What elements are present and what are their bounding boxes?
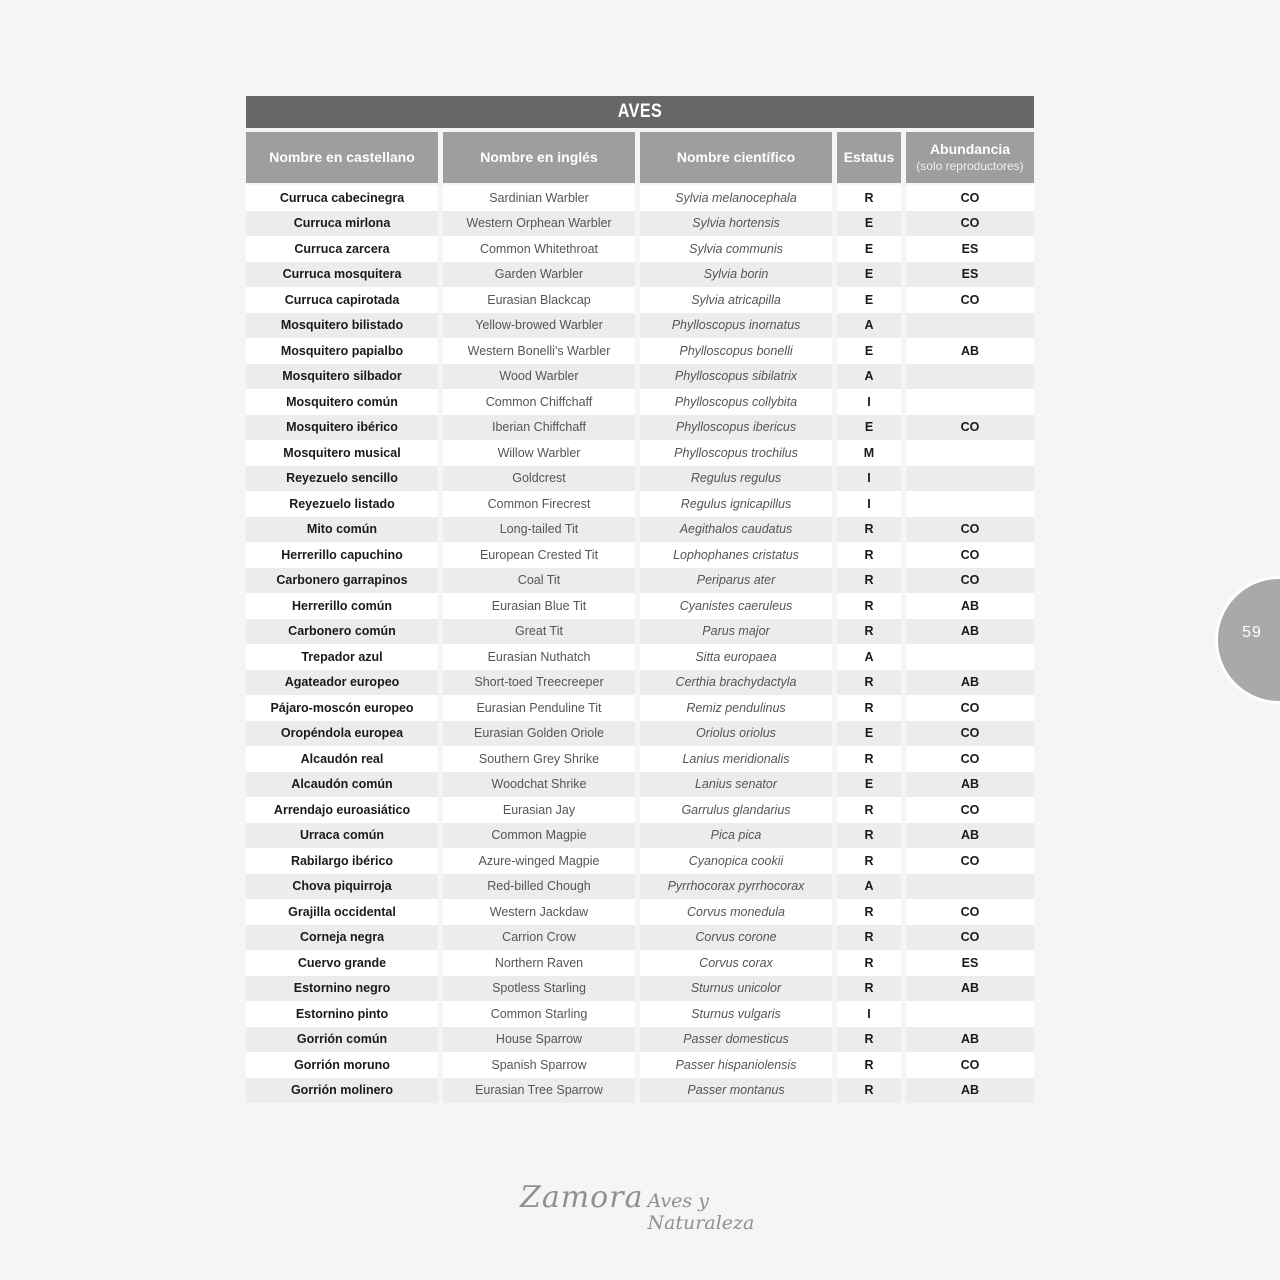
- cell-abundance: [906, 364, 1034, 390]
- cell-scientific-name: Oriolus oriolus: [640, 721, 832, 747]
- table-body: [246, 185, 1034, 1103]
- cell-scientific-name: Sturnus vulgaris: [640, 1001, 832, 1027]
- logo-main-text: Zamora: [520, 1180, 644, 1215]
- table-row: [246, 389, 1034, 415]
- cell-abundance: CO: [906, 695, 1034, 721]
- cell-abundance: [906, 491, 1034, 517]
- cell-english-name: Woodchat Shrike: [443, 772, 635, 798]
- cell-scientific-name: Corvus corax: [640, 950, 832, 976]
- table-row: [246, 466, 1034, 492]
- cell-abundance: AB: [906, 670, 1034, 696]
- table-title: AVES: [617, 101, 663, 122]
- cell-spanish-name: Mosquitero silbador: [246, 364, 438, 390]
- table-row: [246, 542, 1034, 568]
- cell-status: A: [837, 874, 901, 900]
- cell-scientific-name: Regulus ignicapillus: [640, 491, 832, 517]
- cell-scientific-name: Phylloscopus trochilus: [640, 440, 832, 466]
- table-row: [246, 874, 1034, 900]
- cell-spanish-name: Herrerillo común: [246, 593, 438, 619]
- cell-abundance: AB: [906, 619, 1034, 645]
- cell-scientific-name: Corvus monedula: [640, 899, 832, 925]
- cell-spanish-name: Mosquitero bilistado: [246, 313, 438, 339]
- table-row: [246, 695, 1034, 721]
- cell-scientific-name: Phylloscopus bonelli: [640, 338, 832, 364]
- header-abundance-label: Abundancia: [929, 140, 1011, 157]
- table-row: [246, 491, 1034, 517]
- cell-status: E: [837, 338, 901, 364]
- cell-english-name: Eurasian Nuthatch: [443, 644, 635, 670]
- table-row: [246, 925, 1034, 951]
- cell-spanish-name: Chova piquirroja: [246, 874, 438, 900]
- cell-spanish-name: Gorrión moruno: [246, 1052, 438, 1078]
- cell-english-name: Long-tailed Tit: [443, 517, 635, 543]
- cell-abundance: AB: [906, 1078, 1034, 1104]
- cell-abundance: [906, 1001, 1034, 1027]
- cell-spanish-name: Urraca común: [246, 823, 438, 849]
- cell-status: R: [837, 746, 901, 772]
- cell-scientific-name: Pica pica: [640, 823, 832, 849]
- table-row: [246, 721, 1034, 747]
- cell-english-name: House Sparrow: [443, 1027, 635, 1053]
- cell-scientific-name: Passer hispaniolensis: [640, 1052, 832, 1078]
- cell-status: A: [837, 644, 901, 670]
- cell-scientific-name: Phylloscopus sibilatrix: [640, 364, 832, 390]
- cell-status: I: [837, 1001, 901, 1027]
- cell-abundance: CO: [906, 542, 1034, 568]
- cell-abundance: CO: [906, 415, 1034, 441]
- cell-english-name: Western Orphean Warbler: [443, 211, 635, 237]
- cell-scientific-name: Sylvia melanocephala: [640, 185, 832, 211]
- cell-status: E: [837, 262, 901, 288]
- cell-english-name: Spanish Sparrow: [443, 1052, 635, 1078]
- table-row: [246, 568, 1034, 594]
- cell-status: R: [837, 976, 901, 1002]
- cell-scientific-name: Sylvia borin: [640, 262, 832, 288]
- logo-sub-text: Aves y Naturaleza: [647, 1190, 755, 1234]
- table-header: [246, 132, 1034, 183]
- header-status-label: Estatus: [843, 149, 895, 165]
- cell-status: E: [837, 287, 901, 313]
- table-row: [246, 619, 1034, 645]
- cell-spanish-name: Corneja negra: [246, 925, 438, 951]
- footer-logo: [520, 1180, 760, 1234]
- header-english-name-label: Nombre en inglés: [480, 149, 598, 165]
- cell-spanish-name: Estornino pinto: [246, 1001, 438, 1027]
- cell-spanish-name: Pájaro-moscón europeo: [246, 695, 438, 721]
- cell-english-name: Common Magpie: [443, 823, 635, 849]
- cell-scientific-name: Periparus ater: [640, 568, 832, 594]
- cell-scientific-name: Sylvia atricapilla: [640, 287, 832, 313]
- cell-english-name: Western Bonelli's Warbler: [443, 338, 635, 364]
- cell-english-name: Great Tit: [443, 619, 635, 645]
- cell-scientific-name: Lophophanes cristatus: [640, 542, 832, 568]
- cell-scientific-name: Corvus corone: [640, 925, 832, 951]
- cell-abundance: CO: [906, 721, 1034, 747]
- cell-spanish-name: Curruca mirlona: [246, 211, 438, 237]
- cell-scientific-name: Phylloscopus inornatus: [640, 313, 832, 339]
- cell-english-name: Common Whitethroat: [443, 236, 635, 262]
- cell-status: E: [837, 415, 901, 441]
- cell-abundance: AB: [906, 772, 1034, 798]
- cell-abundance: CO: [906, 185, 1034, 211]
- table-title-bar: [246, 96, 1034, 128]
- cell-spanish-name: Estornino negro: [246, 976, 438, 1002]
- cell-status: R: [837, 1027, 901, 1053]
- cell-scientific-name: Parus major: [640, 619, 832, 645]
- cell-scientific-name: Certhia brachydactyla: [640, 670, 832, 696]
- cell-scientific-name: Lanius senator: [640, 772, 832, 798]
- cell-english-name: Carrion Crow: [443, 925, 635, 951]
- cell-spanish-name: Mosquitero común: [246, 389, 438, 415]
- header-scientific-name-label: Nombre científico: [676, 149, 796, 165]
- cell-english-name: Northern Raven: [443, 950, 635, 976]
- cell-status: E: [837, 721, 901, 747]
- table-row: [246, 262, 1034, 288]
- cell-status: R: [837, 542, 901, 568]
- cell-spanish-name: Curruca cabecinegra: [246, 185, 438, 211]
- cell-spanish-name: Carbonero común: [246, 619, 438, 645]
- cell-spanish-name: Alcaudón real: [246, 746, 438, 772]
- cell-spanish-name: Trepador azul: [246, 644, 438, 670]
- cell-spanish-name: Agateador europeo: [246, 670, 438, 696]
- cell-status: E: [837, 236, 901, 262]
- cell-spanish-name: Reyezuelo listado: [246, 491, 438, 517]
- cell-status: I: [837, 491, 901, 517]
- cell-abundance: AB: [906, 593, 1034, 619]
- cell-abundance: CO: [906, 211, 1034, 237]
- cell-english-name: Iberian Chiffchaff: [443, 415, 635, 441]
- table-row: [246, 772, 1034, 798]
- cell-english-name: Azure-winged Magpie: [443, 848, 635, 874]
- cell-english-name: Wood Warbler: [443, 364, 635, 390]
- cell-spanish-name: Herrerillo capuchino: [246, 542, 438, 568]
- cell-english-name: Eurasian Tree Sparrow: [443, 1078, 635, 1104]
- cell-english-name: Western Jackdaw: [443, 899, 635, 925]
- cell-english-name: Eurasian Jay: [443, 797, 635, 823]
- table-row: [246, 313, 1034, 339]
- cell-spanish-name: Carbonero garrapinos: [246, 568, 438, 594]
- cell-spanish-name: Grajilla occidental: [246, 899, 438, 925]
- table-row: [246, 440, 1034, 466]
- cell-scientific-name: Phylloscopus ibericus: [640, 415, 832, 441]
- cell-abundance: AB: [906, 1027, 1034, 1053]
- cell-spanish-name: Mito común: [246, 517, 438, 543]
- cell-abundance: CO: [906, 287, 1034, 313]
- table-row: [246, 976, 1034, 1002]
- cell-english-name: Common Chiffchaff: [443, 389, 635, 415]
- cell-english-name: Eurasian Blue Tit: [443, 593, 635, 619]
- cell-spanish-name: Arrendajo euroasiático: [246, 797, 438, 823]
- cell-spanish-name: Curruca mosquitera: [246, 262, 438, 288]
- cell-spanish-name: Mosquitero ibérico: [246, 415, 438, 441]
- cell-abundance: [906, 389, 1034, 415]
- cell-status: R: [837, 593, 901, 619]
- cell-status: R: [837, 185, 901, 211]
- cell-scientific-name: Sylvia hortensis: [640, 211, 832, 237]
- table-row: [246, 415, 1034, 441]
- cell-english-name: Eurasian Penduline Tit: [443, 695, 635, 721]
- cell-scientific-name: Garrulus glandarius: [640, 797, 832, 823]
- cell-abundance: AB: [906, 338, 1034, 364]
- cell-status: R: [837, 1052, 901, 1078]
- page-number: 59: [1242, 624, 1262, 641]
- cell-abundance: ES: [906, 262, 1034, 288]
- cell-abundance: [906, 874, 1034, 900]
- table-row: [246, 338, 1034, 364]
- cell-abundance: [906, 466, 1034, 492]
- cell-scientific-name: Regulus regulus: [640, 466, 832, 492]
- header-spanish-name-label: Nombre en castellano: [269, 149, 415, 165]
- cell-english-name: European Crested Tit: [443, 542, 635, 568]
- cell-abundance: CO: [906, 797, 1034, 823]
- cell-abundance: [906, 440, 1034, 466]
- table-row: [246, 1078, 1034, 1104]
- cell-english-name: Coal Tit: [443, 568, 635, 594]
- cell-status: R: [837, 925, 901, 951]
- cell-abundance: CO: [906, 746, 1034, 772]
- cell-spanish-name: Mosquitero papialbo: [246, 338, 438, 364]
- cell-status: I: [837, 466, 901, 492]
- cell-english-name: Willow Warbler: [443, 440, 635, 466]
- cell-abundance: CO: [906, 848, 1034, 874]
- cell-scientific-name: Aegithalos caudatus: [640, 517, 832, 543]
- header-abundance: [906, 132, 1034, 183]
- cell-spanish-name: Oropéndola europea: [246, 721, 438, 747]
- header-spanish-name: [246, 132, 438, 183]
- cell-english-name: Eurasian Blackcap: [443, 287, 635, 313]
- cell-scientific-name: Lanius meridionalis: [640, 746, 832, 772]
- cell-status: R: [837, 695, 901, 721]
- cell-status: E: [837, 211, 901, 237]
- cell-spanish-name: Mosquitero musical: [246, 440, 438, 466]
- cell-english-name: Common Firecrest: [443, 491, 635, 517]
- cell-abundance: CO: [906, 1052, 1034, 1078]
- cell-status: R: [837, 848, 901, 874]
- cell-spanish-name: Gorrión común: [246, 1027, 438, 1053]
- cell-status: M: [837, 440, 901, 466]
- table-row: [246, 211, 1034, 237]
- cell-status: A: [837, 313, 901, 339]
- cell-abundance: CO: [906, 517, 1034, 543]
- cell-scientific-name: Passer montanus: [640, 1078, 832, 1104]
- cell-abundance: [906, 313, 1034, 339]
- cell-english-name: Garden Warbler: [443, 262, 635, 288]
- cell-abundance: ES: [906, 236, 1034, 262]
- cell-spanish-name: Curruca capirotada: [246, 287, 438, 313]
- header-english-name: [443, 132, 635, 183]
- table-row: [246, 848, 1034, 874]
- cell-status: R: [837, 797, 901, 823]
- cell-abundance: [906, 644, 1034, 670]
- cell-spanish-name: Curruca zarcera: [246, 236, 438, 262]
- header-status: [837, 132, 901, 183]
- cell-scientific-name: Cyanistes caeruleus: [640, 593, 832, 619]
- cell-status: R: [837, 568, 901, 594]
- cell-abundance: CO: [906, 925, 1034, 951]
- cell-status: R: [837, 899, 901, 925]
- cell-english-name: Goldcrest: [443, 466, 635, 492]
- cell-spanish-name: Gorrión molinero: [246, 1078, 438, 1104]
- cell-english-name: Common Starling: [443, 1001, 635, 1027]
- cell-status: R: [837, 670, 901, 696]
- cell-scientific-name: Sturnus unicolor: [640, 976, 832, 1002]
- table-row: [246, 185, 1034, 211]
- cell-spanish-name: Cuervo grande: [246, 950, 438, 976]
- header-scientific-name: [640, 132, 832, 183]
- cell-spanish-name: Rabilargo ibérico: [246, 848, 438, 874]
- table-row: [246, 950, 1034, 976]
- cell-english-name: Southern Grey Shrike: [443, 746, 635, 772]
- header-abundance-sublabel: (solo reproductores): [916, 158, 1024, 173]
- cell-english-name: Eurasian Golden Oriole: [443, 721, 635, 747]
- table-row: [246, 364, 1034, 390]
- cell-spanish-name: Reyezuelo sencillo: [246, 466, 438, 492]
- cell-scientific-name: Remiz pendulinus: [640, 695, 832, 721]
- table-row: [246, 746, 1034, 772]
- cell-scientific-name: Sylvia communis: [640, 236, 832, 262]
- cell-spanish-name: Alcaudón común: [246, 772, 438, 798]
- cell-english-name: Short-toed Treecreeper: [443, 670, 635, 696]
- table-row: [246, 236, 1034, 262]
- cell-abundance: AB: [906, 976, 1034, 1002]
- cell-abundance: ES: [906, 950, 1034, 976]
- table-row: [246, 1001, 1034, 1027]
- cell-status: E: [837, 772, 901, 798]
- bird-table: [246, 96, 1034, 1103]
- cell-status: I: [837, 389, 901, 415]
- cell-status: A: [837, 364, 901, 390]
- table-row: [246, 593, 1034, 619]
- cell-scientific-name: Cyanopica cookii: [640, 848, 832, 874]
- cell-scientific-name: Sitta europaea: [640, 644, 832, 670]
- table-row: [246, 823, 1034, 849]
- cell-status: R: [837, 950, 901, 976]
- table-row: [246, 899, 1034, 925]
- cell-abundance: AB: [906, 823, 1034, 849]
- cell-status: R: [837, 619, 901, 645]
- cell-status: R: [837, 1078, 901, 1104]
- cell-scientific-name: Pyrrhocorax pyrrhocorax: [640, 874, 832, 900]
- cell-english-name: Red-billed Chough: [443, 874, 635, 900]
- cell-status: R: [837, 823, 901, 849]
- table-row: [246, 1027, 1034, 1053]
- table-row: [246, 670, 1034, 696]
- table-row: [246, 517, 1034, 543]
- table-row: [246, 287, 1034, 313]
- cell-scientific-name: Phylloscopus collybita: [640, 389, 832, 415]
- cell-abundance: CO: [906, 568, 1034, 594]
- cell-english-name: Sardinian Warbler: [443, 185, 635, 211]
- table-row: [246, 1052, 1034, 1078]
- cell-status: R: [837, 517, 901, 543]
- table-row: [246, 644, 1034, 670]
- cell-scientific-name: Passer domesticus: [640, 1027, 832, 1053]
- cell-english-name: Yellow-browed Warbler: [443, 313, 635, 339]
- cell-abundance: CO: [906, 899, 1034, 925]
- table-row: [246, 797, 1034, 823]
- cell-english-name: Spotless Starling: [443, 976, 635, 1002]
